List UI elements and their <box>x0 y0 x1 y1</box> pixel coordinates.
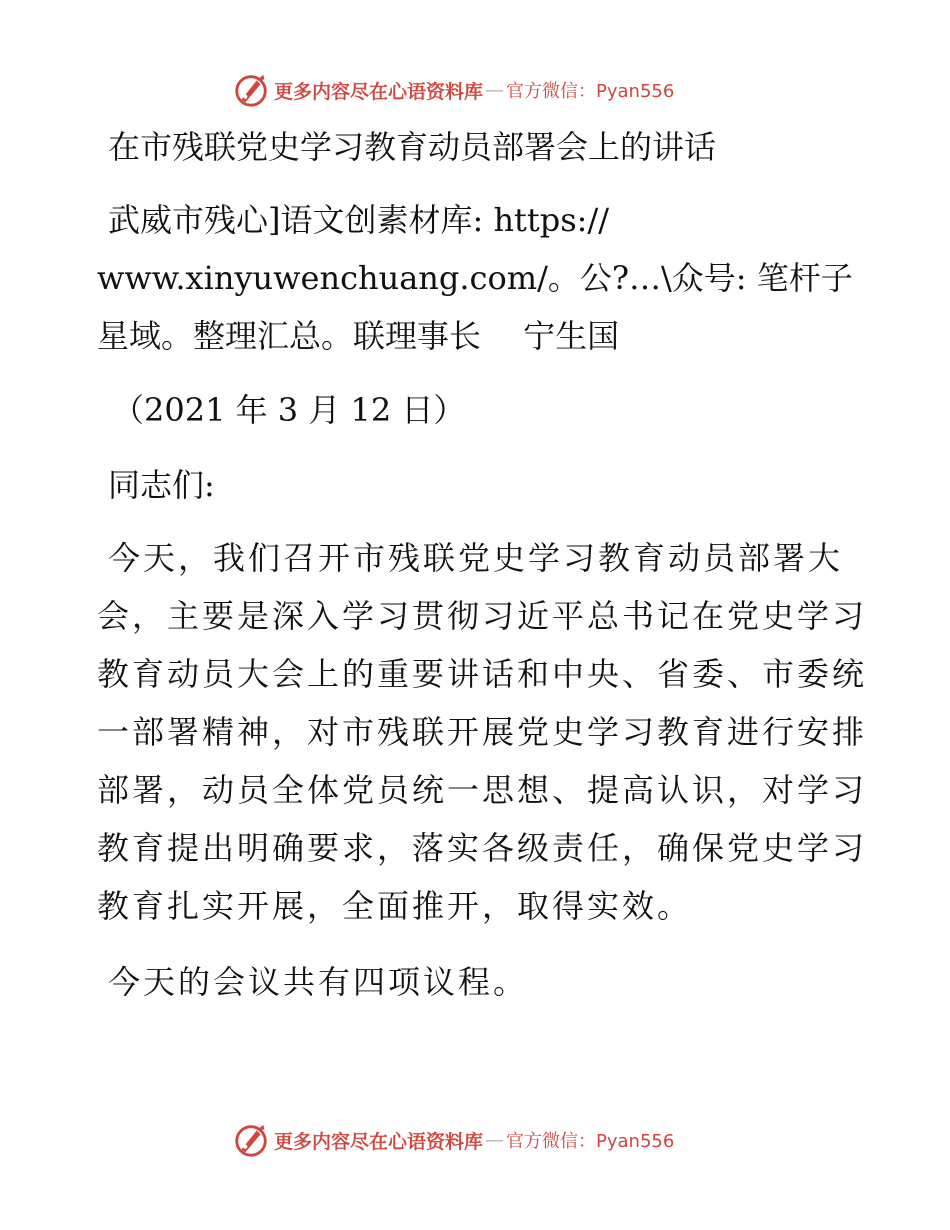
watermark-dash: — <box>485 1129 505 1151</box>
footer-watermark <box>232 1120 752 1160</box>
document-title: 在市残联党史学习教育动员部署会上的讲话 <box>108 128 717 166</box>
pen-quill-icon <box>232 71 270 109</box>
paragraph-2: 今天的会议共有四项议程。 <box>108 963 529 1001</box>
byline-line-1: 武威市残心]语文创素材库: https:// <box>108 201 610 239</box>
paragraph-1-line-2: 会，主要是深入学习贯彻习近平总书记在党史学习 <box>97 597 868 635</box>
greeting: 同志们: <box>108 466 215 504</box>
watermark-contact: 官方微信：Pyan556 <box>506 1131 675 1152</box>
pen-quill-icon <box>232 1121 270 1159</box>
paragraph-1-line-6: 教育提出明确要求，落实各级责任，确保党史学习 <box>97 829 868 867</box>
paragraph-1-line-4: 一部署精神，对市残联开展党史学习教育进行安排 <box>97 713 868 751</box>
header-watermark <box>232 70 752 110</box>
paragraph-1-line-1: 今天，我们召开市残联党史学习教育动员部署大 <box>108 539 844 577</box>
paragraph-1-line-3: 教育动员大会上的重要讲话和中央、省委、市委统 <box>97 655 868 693</box>
paragraph-1-line-7: 教育扎实开展，全面推开，取得实效。 <box>97 887 693 925</box>
paragraph-1-line-5: 部署，动员全体党员统一思想、提高认识，对学习 <box>97 771 868 809</box>
watermark-brand: 更多内容尽在心语资料库 <box>274 80 484 103</box>
watermark-contact: 官方微信：Pyan556 <box>506 81 675 102</box>
watermark-dash: — <box>485 79 505 101</box>
byline-line-3: 星域。整理汇总。联理事长 宁生国 <box>97 317 620 355</box>
document-date: （2021 年 3 月 12 日） <box>112 391 466 429</box>
byline-line-2: www.xinyuwenchuang.com/。公?…\众号: 笔杆子 <box>97 259 853 297</box>
watermark-brand: 更多内容尽在心语资料库 <box>274 1130 484 1153</box>
